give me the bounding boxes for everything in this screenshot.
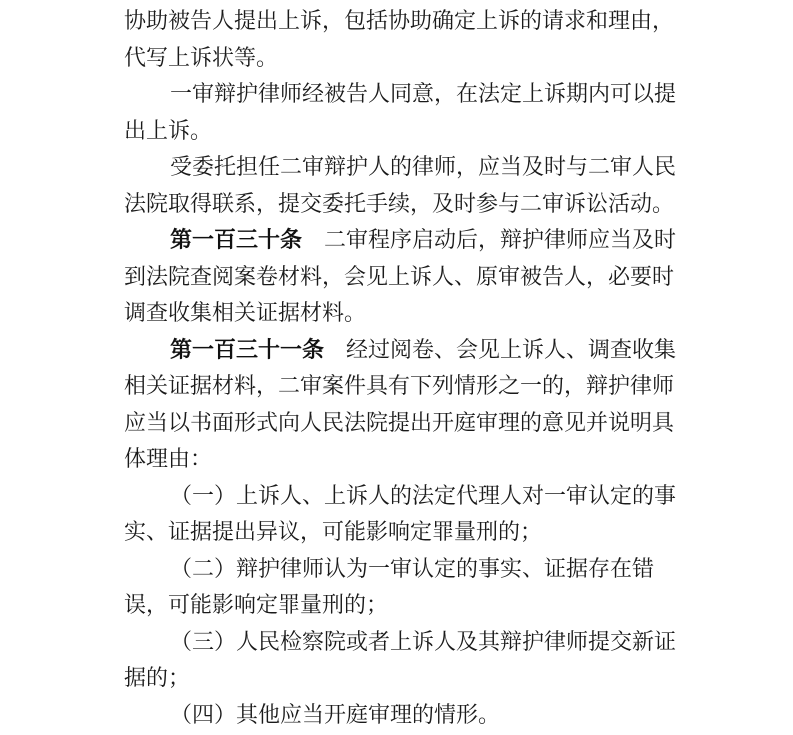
article-130-line-3 (124, 295, 793, 333)
list-item-1-line-1 (170, 478, 677, 516)
text: （二）辩护律师认为一审认定的事实、证据存在错 (170, 556, 655, 582)
text: 一审辩护律师经被告人同意，在法定上诉期内可以提 (170, 82, 677, 107)
text: 调查收集相关证据材料。 (124, 301, 367, 326)
text: 代写上诉状等。 (124, 45, 279, 71)
list-item-4-line-1 (170, 697, 793, 735)
text: （四）其他应当开庭审理的情形。 (170, 702, 501, 728)
text: 协助被告人提出上诉，包括协助确定上诉的请求和理由， (124, 9, 675, 34)
text: 二审程序启动后，辩护律师应当及时 (324, 228, 677, 253)
text: 法院取得联系，提交委托手续，及时参与二审诉讼活动。 (124, 191, 675, 217)
text: 到法院查阅案卷材料，会见上诉人、原审被告人，必要时 (124, 264, 675, 290)
paragraph-1-line-2 (124, 40, 793, 78)
text: 相关证据材料，二审案件具有下列情形之一的，辩护律师 (124, 374, 675, 399)
article-131-line-4 (124, 441, 793, 479)
paragraph-2-line-2 (124, 113, 793, 151)
text: 应当以书面形式向人民法院提出开庭审理的意见并说明具 (124, 410, 675, 436)
list-item-3-line-1 (170, 624, 793, 662)
text: 经过阅卷、会见上诉人、调查收集 (346, 337, 677, 363)
article-130-heading: 第一百三十条 (170, 228, 303, 253)
paragraph-2-line-1 (170, 76, 677, 114)
text: 出上诉。 (124, 118, 213, 144)
paragraph-3-line-1 (170, 149, 677, 187)
text: （一）上诉人、上诉人的法定代理人对一审认定的事 (170, 483, 677, 509)
text: 受委托担任二审辩护人的律师，应当及时与二审人民 (170, 155, 677, 180)
text: 据的； (124, 666, 191, 691)
paragraph-1-line-1 (124, 3, 793, 41)
article-131-heading: 第一百三十一条 (170, 337, 325, 363)
text: （三）人民检察院或者上诉人及其辩护律师提交新证 (170, 629, 677, 655)
list-item-1-line-2 (124, 514, 793, 552)
text: 误，可能影响定罪量刑的； (124, 593, 389, 618)
list-item-2-line-1 (170, 551, 673, 589)
article-131-line-2 (124, 368, 793, 406)
article-131-line-3 (124, 405, 793, 443)
list-item-2-line-2 (124, 587, 793, 625)
article-131-line-1 (170, 332, 677, 370)
paragraph-3-line-2 (124, 186, 793, 224)
text: 体理由： (124, 447, 213, 472)
article-130-line-2 (124, 259, 793, 297)
list-item-3-line-2 (124, 660, 793, 698)
text: 实、证据提出异议，可能影响定罪量刑的； (124, 520, 543, 545)
article-130-line-1 (170, 222, 677, 260)
